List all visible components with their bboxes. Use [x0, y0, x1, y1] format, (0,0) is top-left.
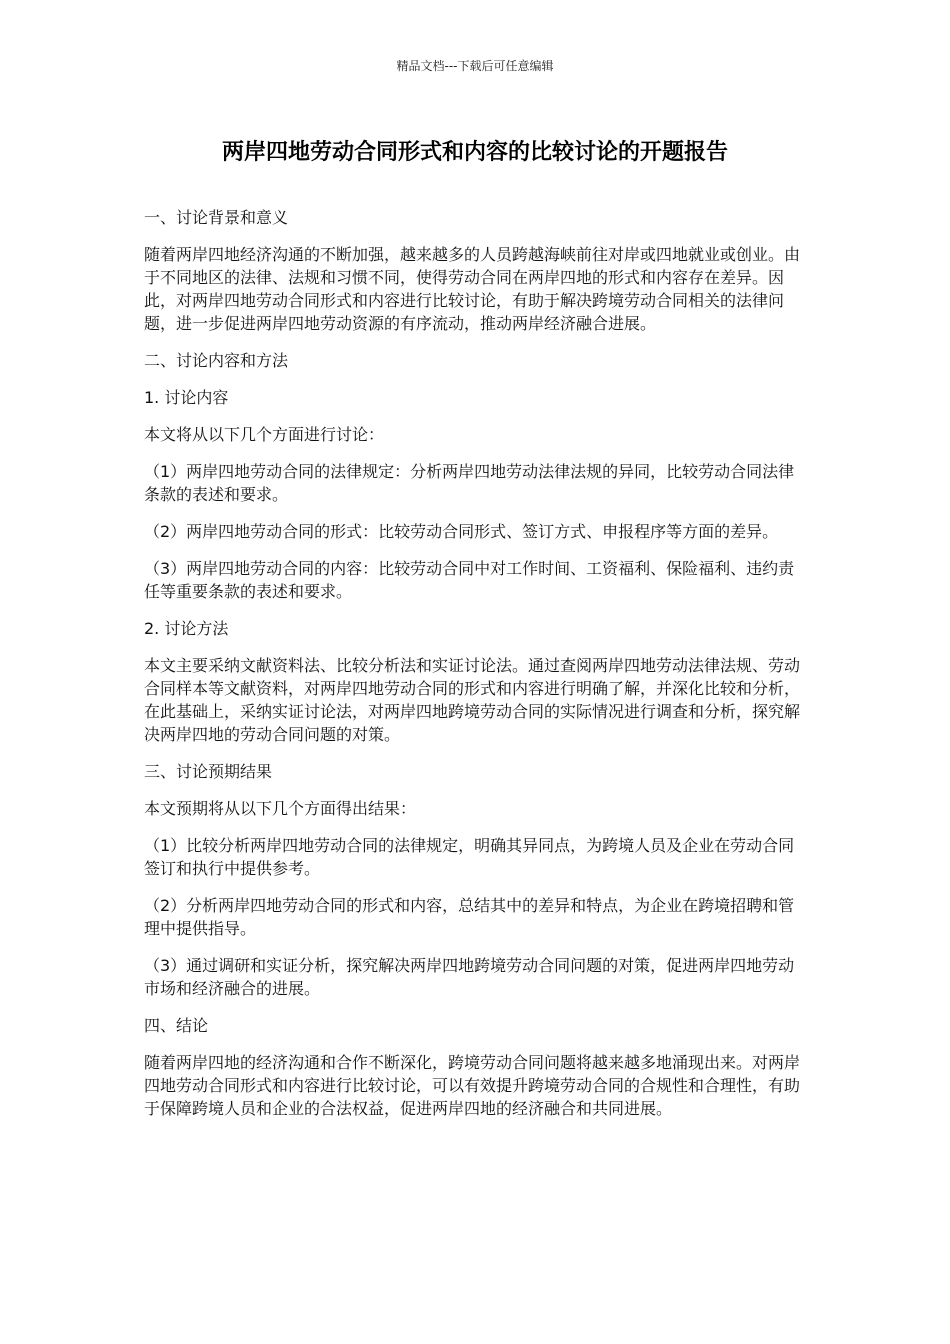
paragraph-background: 随着两岸四地经济沟通的不断加强，越来越多的人员跨越海峡前往对岸或四地就业或创业。由于不同地区的法律、法规和习惯不同，使得劳动合同在两岸四地的形式和内容存在差异。因此，对两岸四地劳动合同形式和内容进行比较讨论，有助于解决跨境劳动合同相关的法律问题，进一步促进两岸四地劳动资源的有序流动，推动两岸经济融合进展。 — [144, 245, 801, 333]
list-item-contract-content: （3）两岸四地劳动合同的内容：比较劳动合同中对工作时间、工资福利、保险福利、违约责任等重要条款的表述和要求。 — [144, 559, 795, 601]
paragraph-method: 本文主要采纳文献资料法、比较分析法和实证讨论法。通过查阅两岸四地劳动法律法规、劳动合同样本等文献资料，对两岸四地劳动合同的形式和内容进行明确了解，并深化比较和分析，在此基础上，采纳实证讨论法，对两岸四地跨境劳动合同的实际情况进行调查和分析，探究解决两岸四地的劳动合同问题的对策。 — [144, 656, 801, 744]
list-item-result-countermeasures: （3）通过调研和实证分析，探究解决两岸四地跨境劳动合同问题的对策，促进两岸四地劳动市场和经济融合的进展。 — [144, 956, 795, 998]
document-body — [144, 206, 808, 1134]
paragraph-results-intro: 本文预期将从以下几个方面得出结果： — [144, 799, 417, 818]
list-item-contract-form: （2）两岸四地劳动合同的形式：比较劳动合同形式、签订方式、申报程序等方面的差异。 — [144, 522, 779, 541]
list-item-result-legal: （1）比较分析两岸四地劳动合同的法律规定，明确其异同点，为跨境人员及企业在劳动合同签订和执行中提供参考。 — [144, 836, 795, 878]
section-heading-content-method: 二、讨论内容和方法 — [144, 351, 289, 370]
section-heading-expected-results: 三、讨论预期结果 — [144, 762, 273, 781]
paragraph-conclusion: 随着两岸四地的经济沟通和合作不断深化，跨境劳动合同问题将越来越多地涌现出来。对两岸四地劳动合同形式和内容进行比较讨论，可以有效提升跨境劳动合同的合规性和合理性，有助于保障跨境人员和企业的合法权益，促进两岸四地的经济融合和共同进展。 — [144, 1053, 801, 1118]
list-item-legal-provisions: （1）两岸四地劳动合同的法律规定：分析两岸四地劳动法律法规的异同，比较劳动合同法律条款的表述和要求。 — [144, 462, 795, 504]
subheading-method: 2. 讨论方法 — [144, 619, 229, 638]
paragraph-content-intro: 本文将从以下几个方面进行讨论： — [144, 425, 385, 444]
section-heading-conclusion: 四、结论 — [144, 1016, 209, 1035]
document-title: 两岸四地劳动合同形式和内容的比较讨论的开题报告 — [221, 140, 728, 165]
list-item-result-form-content: （2）分析两岸四地劳动合同的形式和内容，总结其中的差异和特点，为企业在跨境招聘和管理中提供指导。 — [144, 896, 795, 938]
page-header-watermark: 精品文档---下载后可任意编辑 — [396, 59, 554, 73]
subheading-content: 1. 讨论内容 — [144, 388, 229, 407]
section-heading-background: 一、讨论背景和意义 — [144, 208, 289, 227]
